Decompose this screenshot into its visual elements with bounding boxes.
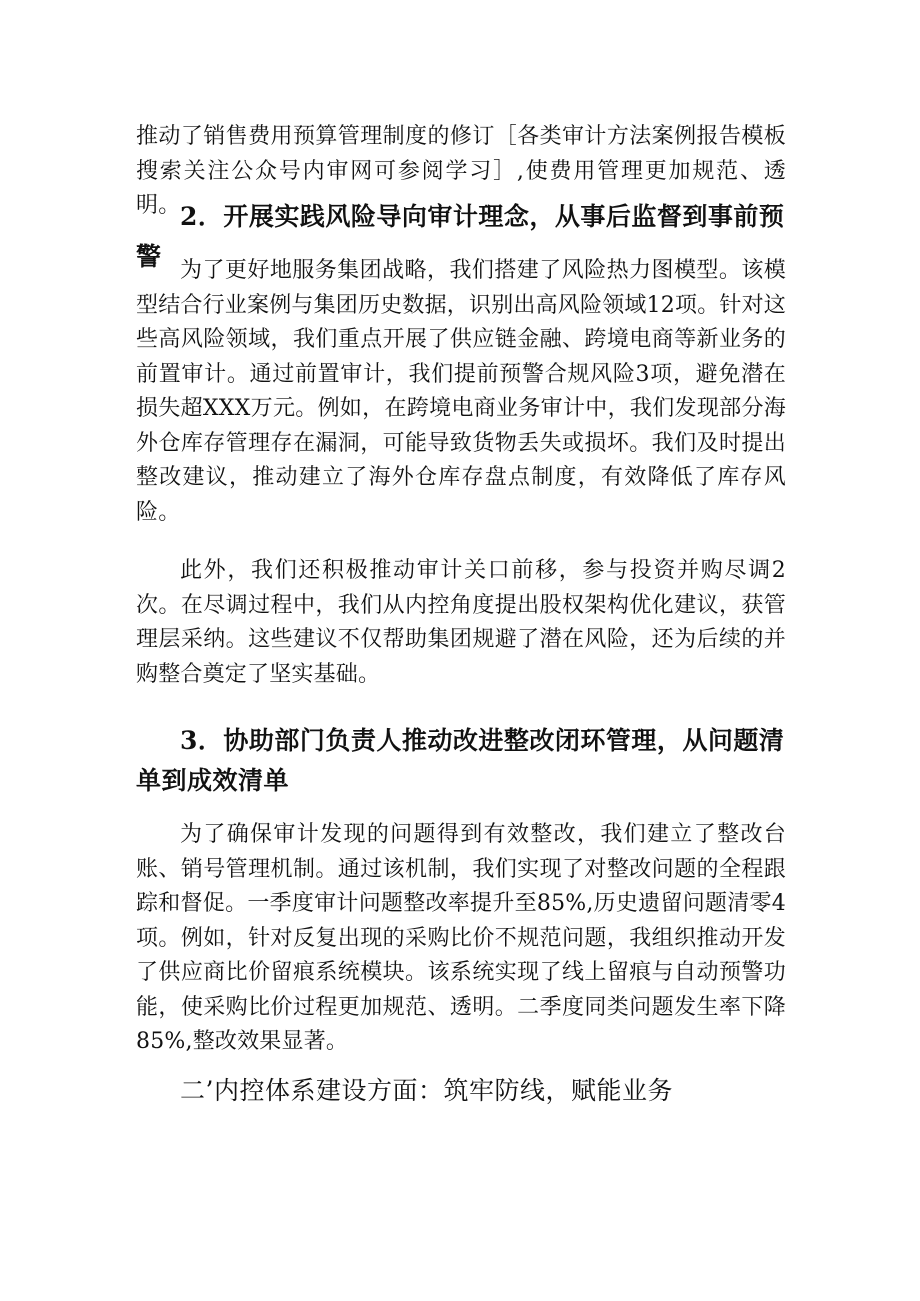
heading-risk-oriented-audit: 2．开展实践风险导向审计理念，从事后监督到事前预警 [136,202,785,271]
paragraph-audit-frontloading: 此外，我们还积极推动审计关口前移，参与投资并购尽调2次。在尽调过程中，我们从内控角度提出股权架构优化建议，获管理层采纳。这些建议不仅帮助集团规避了潜在风险，还为后续的并购整合奠定了坚实基础。 [136,558,786,687]
paragraph-budget-revision: 推动了销售费用预算管理制度的修订［各类审计方法案例报告模板搜索关注公众号内审网可参阅学习］,使费用管理更加规范、透明。 [136,124,786,218]
paragraph-risk-heatmap: 为了更好地服务集团战略，我们搭建了风险热力图模型。该模型结合行业案例与集团历史数据，识别出高风险领域12项。针对这些高风险领域，我们重点开展了供应链金融、跨境电商等新业务的前置审计。通过前置审计，我们提前预警合规风险3项，避免潜在损失超XXX万元。例如，在跨境电商业务审计中，我们发现部分海外仓库存管理存在漏洞，可能导致货物丢失或损坏。我们及时提出整改建议，推动建立了海外仓库存盘点制度，有效降低了库存风险。 [136,258,786,525]
section-heading-internal-control: 二’内控体系建设方面：筑牢防线，赋能业务 [180,1076,673,1105]
heading-rectification-loop: 3．协助部门负责人推动改进整改闭环管理，从问题清单到成效清单 [136,726,785,795]
paragraph-rectification-ledger: 为了确保审计发现的问题得到有效整改，我们建立了整改台账、销号管理机制。通过该机制，我们实现了对整改问题的全程跟踪和督促。一季度审计问题整改率提升至85%,历史遗留问题清零4项。例如，针对反复出现的采购比价不规范问题，我组织推动开发了供应商比价留痕系统模块。该系统实现了线上留痕与自动预警功能，使采购比价过程更加规范、透明。二季度同类问题发生率下降85%,整改效果显著。 [136,822,786,1054]
